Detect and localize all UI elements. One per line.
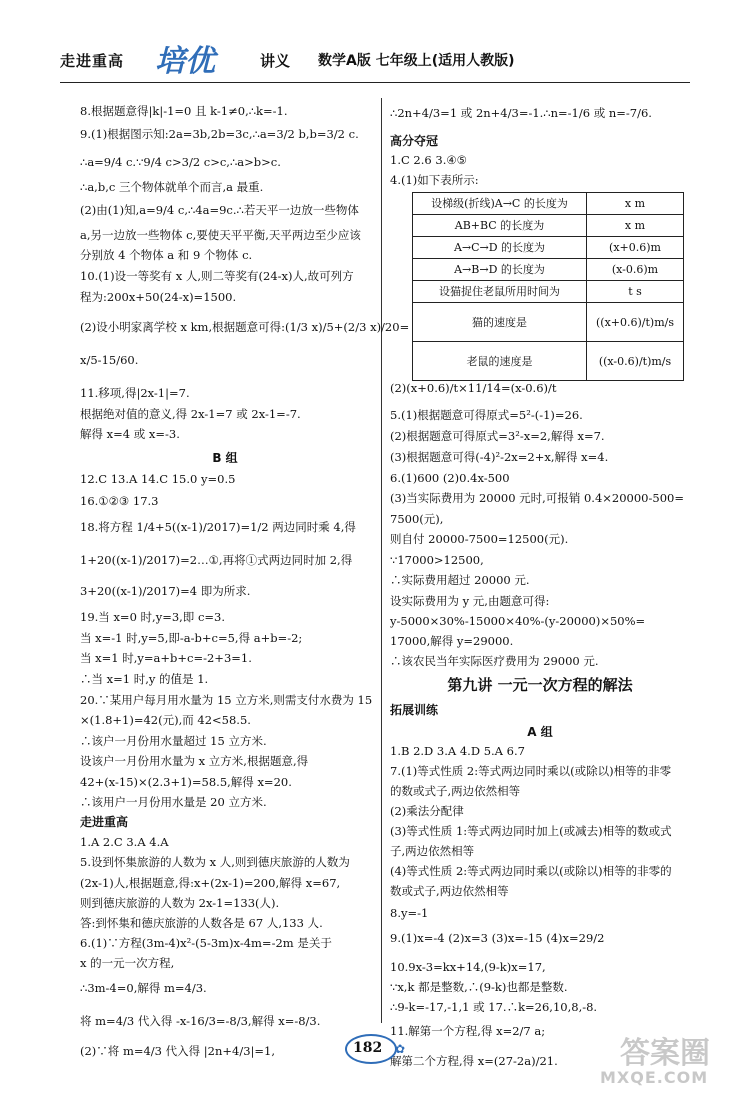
table-cell: 设梯级(折线)A→C 的长度为 [413, 193, 587, 215]
answer-line: ∴该户一月份用水量超过 15 立方米. [80, 734, 267, 748]
answer-line: 1.B 2.D 3.A 4.D 5.A 6.7 [390, 744, 525, 758]
table-cell: t s [587, 281, 684, 303]
series-title: 走进重高 [60, 52, 125, 70]
answer-line: (3)等式性质 1:等式两边同时加上(或减去)相等的数或式 [390, 824, 672, 838]
table-cell: AB+BC 的长度为 [413, 215, 587, 237]
answer-line: 12.C 13.A 14.C 15.0 y=0.5 [80, 472, 236, 486]
table-cell: (x+0.6)m [587, 237, 684, 259]
column-divider [381, 98, 382, 1023]
answer-line: 根据绝对值的意义,得 2x-1=7 或 2x-1=-7. [80, 407, 301, 421]
table-cell: x m [587, 193, 684, 215]
table-row [413, 193, 684, 215]
answer-line: (4)等式性质 2:等式两边同时乘以(或除以)相等的非零的 [390, 864, 672, 878]
lesson-title: 第九讲 一元一次方程的解法 [447, 676, 633, 694]
section-heading: 高分夺冠 [390, 134, 439, 148]
answer-line: 设实际费用为 y 元,由题意可得: [390, 594, 550, 608]
answer-line: 3+20((x-1)/2017)=4 即为所求. [80, 584, 251, 598]
answer-line: 11.移项,得|2x-1|=7. [80, 386, 190, 400]
answer-line: x 的一元一次方程, [80, 956, 175, 970]
answer-line: 6.(1)600 (2)0.4x-500 [390, 471, 510, 485]
table-cell: ((x+0.6)/t)m/s [587, 303, 684, 342]
answer-line: (2)设小明家离学校 x km,根据题意可得:(1/3 x)/5+(2/3 x)/20= [80, 320, 410, 334]
answer-line: (2)∵将 m=4/3 代入得 |2n+4/3|=1, [80, 1044, 276, 1058]
answer-line: 8.y=-1 [390, 906, 429, 920]
answer-line: 将 m=4/3 代入得 -x-16/3=-8/3,解得 x=-8/3. [80, 1014, 321, 1028]
answer-line: 42+(x-15)×(2.3+1)=58.5,解得 x=20. [80, 775, 292, 789]
group-heading: A 组 [527, 725, 553, 739]
answer-line: ∴该用户一月份用水量是 20 立方米. [80, 795, 267, 809]
answer-line: ∴a,b,c 三个物体就单个而言,a 最重. [80, 180, 264, 194]
answer-line: 4.(1)如下表所示: [390, 173, 479, 187]
answer-line: (2)(x+0.6)/t×11/14=(x-0.6)/t [390, 381, 557, 395]
table-cell: A→B→D 的长度为 [413, 259, 587, 281]
answer-line: 17000,解得 y=29000. [390, 634, 514, 648]
answer-line: (2)由(1)知,a=9/4 c,∴4a=9c.∴若天平一边放一些物体 [80, 203, 359, 217]
answer-line: ∴2n+4/3=1 或 2n+4/3=-1.∴n=-1/6 或 n=-7/6. [390, 106, 652, 120]
answer-line: ∵x,k 都是整数,∴(9-k)也都是整数. [390, 980, 568, 994]
answer-line: 程为:200x+50(24-x)=1500. [80, 290, 237, 304]
answer-line: 当 x=1 时,y=a+b+c=-2+3=1. [80, 651, 252, 665]
watermark-logo-text: 答案圈 [620, 1036, 710, 1071]
answer-line: ∴3m-4=0,解得 m=4/3. [80, 981, 207, 995]
table-row [413, 342, 684, 381]
answer-line: 7.(1)等式性质 2:等式两边同时乘以(或除以)相等的非零 [390, 764, 672, 778]
answer-line: 8.根据题意得|k|-1=0 且 k-1≠0,∴k=-1. [80, 104, 288, 118]
answer-line: 10.(1)设一等奖有 x 人,则二等奖有(24-x)人,故可列方 [80, 269, 354, 283]
answer-line: 数或式子,两边依然相等 [390, 884, 509, 898]
flourish-icon: ✿ [395, 1042, 406, 1056]
answer-line: (3)根据题意可得(-4)²-2x=2+x,解得 x=4. [390, 450, 609, 464]
table-cell: 设猫捉住老鼠所用时间为 [413, 281, 587, 303]
answer-line: (3)当实际费用为 20000 元时,可报销 0.4×20000-500= [390, 491, 684, 505]
answer-line: 分别放 4 个物体 a 和 9 个物体 c. [80, 248, 253, 262]
edition-label: 数学A版 七年级上(适用人教版) [318, 53, 515, 69]
table-cell: (x-0.6)m [587, 259, 684, 281]
answer-line: 则到德庆旅游的人数为 2x-1=133(人). [80, 896, 280, 910]
answer-line: ∴该农民当年实际医疗费用为 29000 元. [390, 654, 599, 668]
answer-line: ×(1.8+1)=42(元),而 42<58.5. [80, 713, 251, 727]
table-cell: 猫的速度是 [413, 303, 587, 342]
answer-line: 6.(1)∵方程(3m-4)x²-(5-3m)x-4m=-2m 是关于 [80, 936, 332, 950]
table-row [413, 215, 684, 237]
table-row [413, 281, 684, 303]
answer-line: ∴实际费用超过 20000 元. [390, 573, 530, 587]
answer-line: 1.C 2.6 3.④⑤ [390, 153, 467, 167]
table-row [413, 237, 684, 259]
page-header [60, 40, 700, 80]
page-number: 182 [353, 1040, 383, 1056]
answer-line: ∵17000>12500, [390, 553, 484, 567]
answer-line: 5.设到怀集旅游的人数为 x 人,则到德庆旅游的人数为 [80, 855, 350, 869]
answer-line: 答:到怀集和德庆旅游的人数各是 67 人,133 人. [80, 916, 323, 930]
answer-line: x/5-15/60. [80, 353, 139, 367]
answer-line: 子,两边依然相等 [390, 844, 475, 858]
answer-line: 9.(1)根据图示知:2a=3b,2b=3c,∴a=3/2 b,b=3/2 c. [80, 127, 359, 141]
answer-line: 19.当 x=0 时,y=3,即 c=3. [80, 610, 226, 624]
header-rule [60, 82, 690, 83]
answer-line: 18.将方程 1/4+5((x-1)/2017)=1/2 两边同时乘 4,得 [80, 520, 356, 534]
answer-line: 9.(1)x=-4 (2)x=3 (3)x=-15 (4)x=29/2 [390, 931, 605, 945]
table-row [413, 259, 684, 281]
table-cell: x m [587, 215, 684, 237]
answer-line: a,另一边放一些物体 c,要使天平平衡,天平两边至少应该 [80, 228, 361, 242]
answer-line: 16.①②③ 17.3 [80, 494, 159, 508]
answer-line: y-5000×30%-15000×40%-(y-20000)×50%= [390, 614, 646, 628]
answer-line: 5.(1)根据题意可得原式=5²-(-1)=26. [390, 408, 583, 422]
answer-line: 则自付 20000-7500=12500(元). [390, 532, 569, 546]
page-footer [345, 1032, 405, 1062]
answer-line: 设该户一月份用水量为 x 立方米,根据题意,得 [80, 754, 309, 768]
answer-line: 当 x=-1 时,y=5,即-a-b+c=5,得 a+b=-2; [80, 631, 303, 645]
answer-line: 11.解第一个方程,得 x=2/7 a; [390, 1024, 546, 1038]
answer-line: ∴a=9/4 c.∵9/4 c>3/2 c>c,∴a>b>c. [80, 155, 281, 169]
answer-line: 的数或式子,两边依然相等 [390, 784, 521, 798]
group-heading: B 组 [212, 451, 238, 465]
answer-line: ∴9-k=-17,-1,1 或 17.∴k=26,10,8,-8. [390, 1000, 598, 1014]
answer-line: (2x-1)人,根据题意,得:x+(2x-1)=200,解得 x=67, [80, 876, 341, 890]
answer-line: 20.∵某用户每月用水量为 15 立方米,则需支付水费为 15 [80, 693, 373, 707]
watermark-url: MXQE.COM [600, 1068, 709, 1087]
answer-line: 解得 x=4 或 x=-3. [80, 427, 180, 441]
section-heading: 走进重高 [80, 815, 129, 829]
answer-line: 10.9x-3=kx+14,(9-k)x=17, [390, 960, 546, 974]
answer-line: (2)乘法分配律 [390, 804, 464, 818]
answer-line: ∴当 x=1 时,y 的值是 1. [80, 672, 209, 686]
script-logo: 培优 [155, 44, 215, 79]
table-cell: 老鼠的速度是 [413, 342, 587, 381]
table-cell: A→C→D 的长度为 [413, 237, 587, 259]
table-row [413, 303, 684, 342]
answer-line: 解第二个方程,得 x=(27-2a)/21. [390, 1054, 558, 1068]
watermark [600, 1028, 740, 1088]
lecture-label: 讲义 [260, 52, 291, 70]
table-cell: ((x-0.6)/t)m/s [587, 342, 684, 381]
answer-line: (2)根据题意可得原式=3²-x=2,解得 x=7. [390, 429, 605, 443]
section-heading: 拓展训练 [390, 703, 439, 717]
answer-table [412, 192, 684, 381]
answer-line: 7500(元), [390, 512, 444, 526]
answer-line: 1+20((x-1)/2017)=2…①,再将①式两边同时加 2,得 [80, 553, 353, 567]
answer-line: 1.A 2.C 3.A 4.A [80, 835, 169, 849]
